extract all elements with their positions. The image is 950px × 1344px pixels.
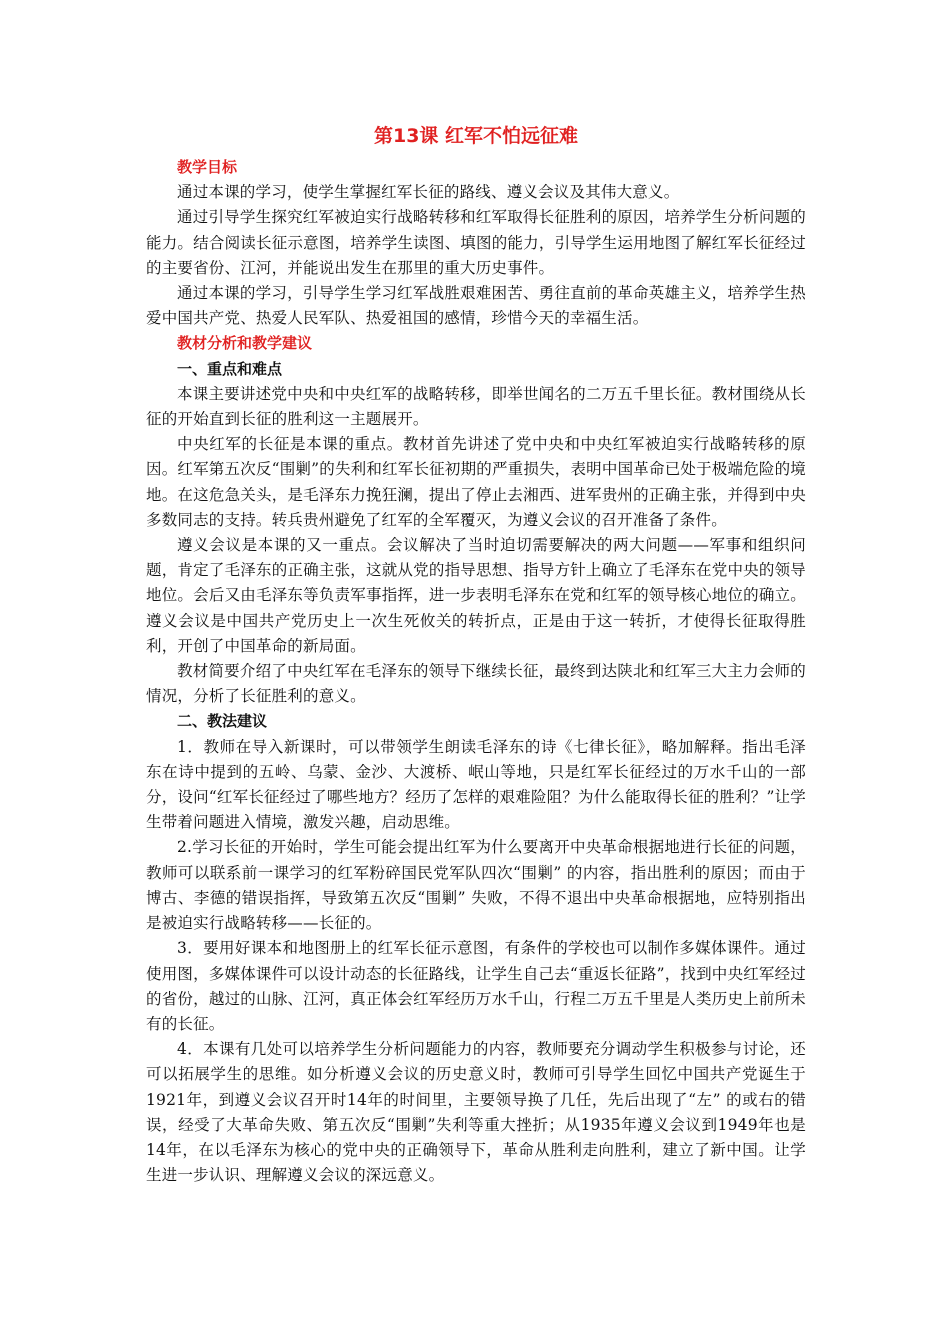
document-title: 第13课 红军不怕远征难 (373, 125, 579, 147)
paragraph: 2.学习长征的开始时，学生可能会提出红军为什么要离开中央革命根据地进行长征的问题，教师可以联系前一课学习的红军粉碎国民党军队四次“围剿” 的内容，指出胜利的原因；而由于博古、李德的错误指挥，导致第五次反“围剿” 失败，不得不退出中央革命根据地，应特别指出是被迫实行战略转移——长征的。 (146, 838, 806, 933)
section-heading-analysis: 教材分析和教学建议 (177, 334, 313, 353)
section-heading-objectives: 教学目标 (177, 158, 238, 176)
paragraph: 1．教师在导入新课时，可以带领学生朗读毛泽东的诗《七律长征》，略加解释。指出毛泽东在诗中提到的五岭、乌蒙、金沙、大渡桥、岷山等地，只是红军长征经过的万水千山的一部分，设问“红军长征经过了哪些地方？经历了怎样的艰难险阻？为什么能取得长征的胜利？”让学生带着问题进入情境，激发兴趣，启动思维。 (146, 737, 806, 832)
paragraph: 通过本课的学习，引导学生学习红军战胜艰难困苦、勇往直前的革命英雄主义，培养学生热爱中国共产党、热爱人民军队、热爱祖国的感情，珍惜今天的幸福生活。 (146, 284, 806, 328)
paragraph: 通过引导学生探究红军被迫实行战略转移和红军取得长征胜利的原因，培养学生分析问题的能力。结合阅读长征示意图，培养学生读图、填图的能力，引导学生运用地图了解红军长征经过的主要省份、江河，并能说出发生在那里的重大历史事件。 (146, 208, 806, 277)
paragraph: 遵义会议是本课的又一重点。会议解决了当时迫切需要解决的两大问题——军事和组织问题，肯定了毛泽东的正确主张，这就从党的指导思想、指导方针上确立了毛泽东在党中央的领导地位。会后又由毛泽东等负责军事指挥，进一步表明毛泽东在党和红军的领导核心地位的确立。遵义会议是中国共产党历史上一次生死攸关的转折点，正是由于这一转折，才使得长征取得胜利，开创了中国革命的新局面。 (146, 536, 806, 655)
paragraph: 教材简要介绍了中央红军在毛泽东的领导下继续长征，最终到达陕北和红军三大主力会师的情况，分析了长征胜利的意义。 (146, 662, 806, 706)
paragraph: 本课主要讲述党中央和中央红军的战略转移，即举世闻名的二万五千里长征。教材围绕从长征的开始直到长征的胜利这一主题展开。 (146, 384, 806, 429)
subsection-heading-key-points: 一、重点和难点 (177, 359, 283, 378)
subsection-heading-teaching-suggestions: 二、教法建议 (177, 712, 268, 731)
document-page (146, 118, 806, 1188)
paragraph: 4．本课有几处可以培养学生分析问题能力的内容，教师要充分调动学生积极参与讨论，还可以拓展学生的思维。如分析遵义会议的历史意义时，教师可引导学生回忆中国共产党诞生于1921年，到遵义会议召开时14年的时间里，主要领导换了几任，先后出现了“左” 的或右的错误，经受了大革命失败、第五次反“围剿”失利等重大挫折；从1935年遵义会议到1949年也是14年，在以毛泽东为核心的党中央的正确领导下，革命从胜利走向胜利，建立了新中国。让学生进一步认识、理解遵义会议的深远意义。 (146, 1040, 806, 1185)
paragraph: 通过本课的学习，使学生掌握红军长征的路线、遵义会议及其伟大意义。 (177, 183, 680, 202)
paragraph: 中央红军的长征是本课的重点。教材首先讲述了党中央和中央红军被迫实行战略转移的原因。红军第五次反“围剿”的失利和红军长征初期的严重损失，表明中国革命已处于极端危险的境地。在这危急关头，是毛泽东力挽狂澜，提出了停止去湘西、进军贵州的正确主张，并得到中央多数同志的支持。转兵贵州避免了红军的全军覆灭，为遵义会议的召开准备了条件。 (146, 435, 806, 529)
paragraph: 3．要用好课本和地图册上的红军长征示意图，有条件的学校也可以制作多媒体课件。通过使用图，多媒体课件可以设计动态的长征路线，让学生自己去“重返长征路”，找到中央红军经过的省份，越过的山脉、江河，真正体会红军经历万水千山，行程二万五千里是人类历史上前所未有的长征。 (146, 939, 806, 1033)
